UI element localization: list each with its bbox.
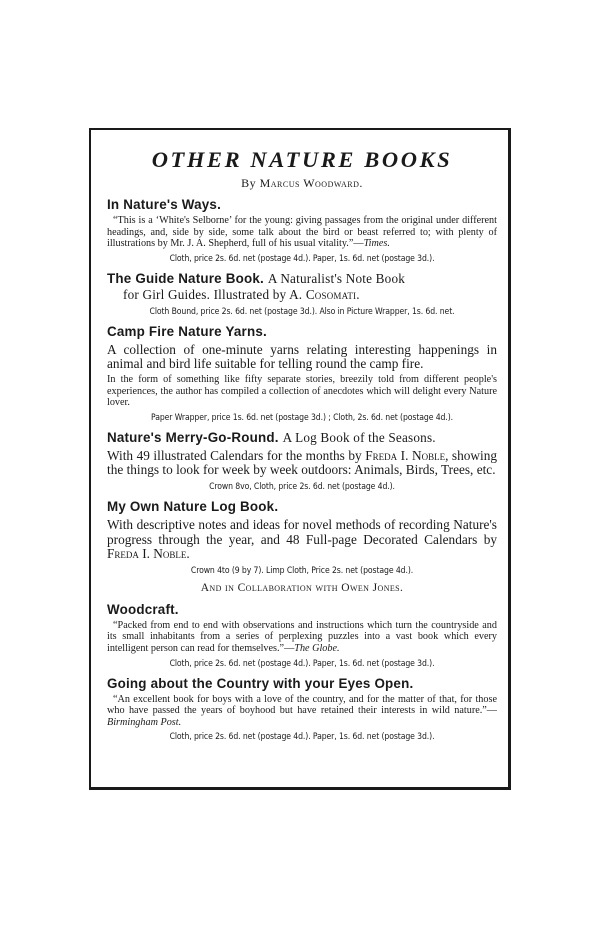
book-review: In the form of something like fifty separate stories, breezily told from different people's experiences, the author has compiled a collection of anecdotes which will delight every Nature lover. (107, 373, 497, 409)
review-text: “An excellent book for boys with a love of the country, and for the matter of that, for those who have passed the years of boyhood but have retained their interests in wild nature.”— (107, 693, 497, 717)
book-entry (107, 324, 497, 424)
book-title-block (107, 271, 497, 303)
book-title: Camp Fire Nature Yarns. (107, 323, 267, 339)
collaboration-note: And in Collaboration with Owen Jones. (200, 581, 404, 594)
book-description (107, 518, 497, 562)
book-title: Woodcraft. (107, 601, 179, 617)
page-title: OTHER NATURE BOOKS (151, 147, 453, 172)
subtitle-text: for Girl Guides. Illustrated by A. (123, 286, 303, 302)
book-entry (107, 197, 497, 265)
author-byline (107, 176, 497, 191)
book-review (107, 694, 497, 729)
book-entry (107, 430, 497, 493)
book-subtitle-line2 (107, 287, 497, 303)
book-price: Crown 8vo, Cloth, price 2s. 6d. net (postage 4d.). (209, 481, 395, 492)
advert-content (107, 148, 497, 743)
book-subtitle: A Log Book of the Seasons. (282, 429, 436, 445)
description-text: , showing the things to look for week by week outdoors: Animals, Birds, Trees, etc. (107, 447, 497, 478)
book-price: Cloth, price 2s. 6d. net (postage 4d.). Paper, 1s. 6d. net (postage 3d.). (169, 658, 435, 669)
review-text: “Packed from end to end with observations and instructions which turn the countryside and its small inhabitants from a series of perplexing puzzles into a vast book which every intelligent person can read for themselves.”— (107, 619, 497, 654)
book-price: Cloth Bound, price 2s. 6d. net (postage 3d.). Also in Picture Wrapper, 1s. 6d. net. (149, 306, 455, 317)
byline-prefix: By (241, 176, 257, 190)
book-title: In Nature's Ways. (107, 197, 221, 212)
illustrator-name: Freda I. Noble. (107, 546, 190, 562)
description-text: With 49 illustrated Calendars for the months by (107, 447, 362, 463)
illustrator-name: Cosomati. (305, 286, 360, 302)
review-text: “This is a ‘White's Selborne’ for the young: giving passages from the original under different headings, and, side by side, some talk about the bird or beast referred to; with plenty of illustrations by Mr. J. A. Shepherd, full of his usual vitality.”— (107, 215, 497, 250)
book-review (107, 620, 497, 655)
book-entry (107, 676, 497, 744)
book-price: Cloth, price 2s. 6d. net (postage 4d.). Paper, 1s. 6d. net (postage 3d.). (169, 732, 435, 743)
book-description (107, 449, 497, 478)
book-price: Paper Wrapper, price 1s. 6d. net (postage 3d.) ; Cloth, 2s. 6d. net (postage 4d.). (151, 412, 453, 423)
book-review (107, 215, 497, 250)
author-name: Marcus Woodward. (259, 176, 363, 190)
book-title: The Guide Nature Book. (107, 270, 264, 286)
book-subtitle: A Naturalist's Note Book (267, 270, 406, 286)
book-title: My Own Nature Log Book. (107, 498, 279, 514)
review-source: Times. (363, 238, 390, 250)
book-title: Going about the Country with your Eyes Open. (107, 675, 414, 691)
book-description: A collection of one-minute yarns relating interesting happenings in animal and bird life suitable for telling round the camp fire. (107, 341, 497, 372)
book-entry (107, 499, 497, 577)
illustrator-name: Freda I. Noble (365, 447, 446, 463)
book-price: Cloth, price 2s. 6d. net (postage 4d.). Paper, 1s. 6d. net (postage 3d.). (169, 253, 435, 264)
review-source: Birmingham Post. (107, 716, 182, 728)
book-title: Nature's Merry-Go-Round. (107, 429, 279, 445)
review-source: The Globe. (294, 642, 340, 654)
book-price: Crown 4to (9 by 7). Limp Cloth, Price 2s. net (postage 4d.). (190, 565, 414, 576)
book-title-block (107, 430, 497, 446)
description-text: With descriptive notes and ideas for novel methods of recording Nature's progress through the year, and 48 Full-page Decorated Calendars by (107, 516, 497, 547)
book-entry (107, 602, 497, 670)
book-entry (107, 271, 497, 318)
